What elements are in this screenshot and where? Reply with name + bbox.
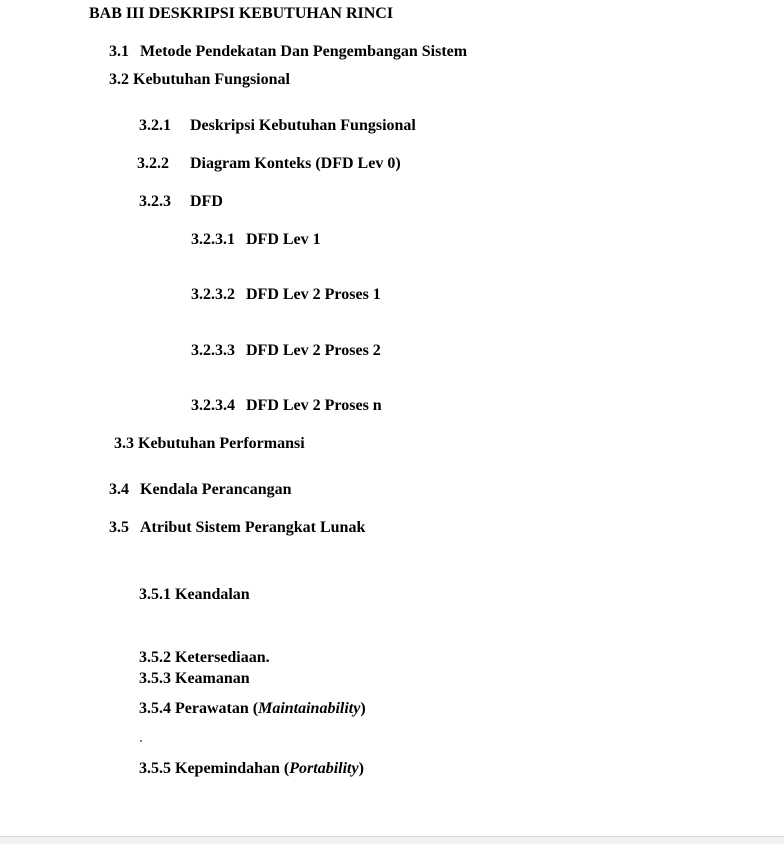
heading-label-suffix: ) — [358, 760, 364, 777]
heading-3-5 — [109, 518, 365, 538]
heading-number: 3.2.3.4 — [191, 397, 235, 414]
heading-3-2-1 — [139, 116, 416, 136]
heading-label: DFD Lev 2 Proses 2 — [246, 342, 381, 359]
heading-3-3 — [114, 434, 305, 454]
heading-3-5-4 — [139, 699, 366, 719]
heading-3-5-3 — [139, 669, 250, 689]
heading-number: 3.2.3 — [139, 193, 171, 210]
heading-3-2-2 — [137, 154, 401, 174]
heading-label-prefix: 3.5.4 Perawatan ( — [139, 700, 259, 717]
heading-label: Deskripsi Kebutuhan Fungsional — [190, 117, 416, 134]
heading-number: 3.5 — [109, 519, 129, 536]
heading-3-1 — [109, 42, 467, 62]
heading-label: 3.3 Kebutuhan Performansi — [114, 435, 305, 452]
heading-label: DFD Lev 1 — [246, 231, 321, 248]
heading-number: 3.2.3.3 — [191, 342, 235, 359]
heading-label: DFD — [190, 193, 223, 210]
heading-label-italic: Portability — [289, 760, 359, 777]
heading-3-4 — [109, 480, 292, 500]
heading-3-5-5 — [139, 759, 364, 779]
heading-3-2-3-3 — [191, 341, 381, 361]
heading-number: 3.2.3.1 — [191, 231, 235, 248]
chapter-title-text: BAB III DESKRIPSI KEBUTUHAN RINCI — [89, 5, 394, 22]
heading-label-prefix: 3.5.5 Kepemindahan ( — [139, 760, 290, 777]
heading-3-2-3-4 — [191, 396, 382, 416]
heading-number: 3.2.2 — [137, 155, 169, 172]
chapter-title — [89, 4, 393, 24]
heading-label: DFD Lev 2 Proses 1 — [246, 286, 381, 303]
heading-3-2-3-2 — [191, 285, 381, 305]
stray-dot-mark — [140, 740, 142, 742]
heading-3-5-1 — [139, 585, 250, 605]
heading-label-suffix: ) — [360, 700, 366, 717]
heading-3-5-2 — [139, 648, 270, 668]
heading-label: Metode Pendekatan Dan Pengembangan Sistem — [140, 43, 468, 60]
heading-label: 3.5.2 Ketersediaan. — [139, 649, 270, 666]
heading-3-2-3-1 — [191, 230, 321, 250]
heading-label: Diagram Konteks (DFD Lev 0) — [190, 155, 401, 172]
heading-label: Atribut Sistem Perangkat Lunak — [140, 519, 366, 536]
heading-label-italic: Maintainability — [258, 700, 361, 717]
heading-label: 3.5.1 Keandalan — [139, 586, 250, 603]
heading-number: 3.4 — [109, 481, 129, 498]
heading-label: DFD Lev 2 Proses n — [246, 397, 382, 414]
heading-number: 3.1 — [109, 43, 129, 60]
heading-3-2 — [109, 70, 290, 90]
heading-label: 3.5.3 Keamanan — [139, 670, 250, 687]
heading-label: Kendala Perancangan — [140, 481, 292, 498]
heading-number: 3.2.3.2 — [191, 286, 235, 303]
heading-3-2-3 — [139, 192, 223, 212]
bottom-scroll-strip — [0, 836, 784, 844]
heading-number: 3.2.1 — [139, 117, 171, 134]
heading-label: 3.2 Kebutuhan Fungsional — [109, 71, 290, 88]
